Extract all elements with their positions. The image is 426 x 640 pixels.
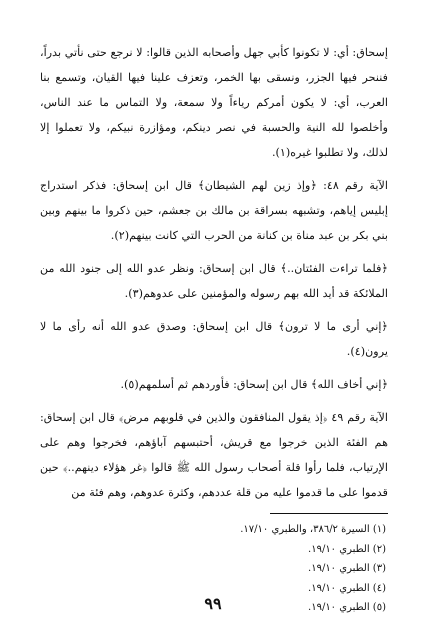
paragraph-1: إسحاق: أي: لا تكونوا كأبي جهل وأصحابه الذين قالوا: لا نرجع حتى نأتي بدراً، فننحر فيها الجزر، ونسقى بها الخمر، وتعزف علينا فيها القيان، وتسمع بنا العرب، أي: لا يكون أمركم رياءاً ولا سمعة، ولا التماس ما عند الناس، وأخلصوا لله النية والحسبة في نصر دينكم، ومؤازرة نبيكم، ولا تعملوا إلا لذلك، ولا تطلبوا غيره(١). <box>40 46 388 159</box>
footnote-1: (١) السيرة ٣٨٦/٢، والطبري ١٧/١٠. <box>240 524 386 535</box>
paragraph-two-armies: ﴿فلما تراءت الفئتان..﴾ قال ابن إسحاق: ونظر عدو الله إلى جنود الله من الملائكة قد أيد الله بهم رسوله والمؤمنين على عدوهم(٣). <box>40 262 388 300</box>
footnote-4: (٤) الطبري ١٩/١٠. <box>308 582 386 594</box>
page-number: ٩٩ <box>204 594 222 613</box>
footnote-5: (٥) الطبري ١٩/١٠. <box>308 602 386 613</box>
footnote-3: (٣) الطبري ١٩/١٠. <box>308 563 386 574</box>
footnote-divider <box>270 513 388 514</box>
paragraph-verse-49: الآية رقم ٤٩ ﴿إذ يقول المنافقون والذين في قلوبهم مرض﴾ قال ابن إسحاق: هم الفئة الذين خرجوا مع قريش، أحتبسهم آباؤهم، فخرجوا وهم على الإرتياب، فلما رأوا قلة أصحاب رسول الله ﷺ قالوا ﴿غر هؤلاء دينهم..﴾ حين قدموا على ما قدموا عليه من قلة عددهم، وكثرة عدوهم، وهم فئة من <box>40 411 388 499</box>
paragraph-verse-48: الآية رقم ٤٨: ﴿وإذ زين لهم الشيطان﴾ قال ابن إسحاق: فذكر استدراج إبليس إياهم، وتشبهه بسراقة بن مالك بن جعشم، حين ذكروا ما بينهم وبين بني بكر بن عبد مناة بن كنانة من الحرب التي كانت بينهم(٢). <box>40 179 388 242</box>
paragraph-i-fear: ﴿إني أخاف الله﴾ قال ابن إسحاق: فأوردهم ثم أسلمهم(٥). <box>120 378 388 391</box>
paragraph-i-see: ﴿إني أرى ما لا ترون﴾ قال ابن إسحاق: وصدق عدو الله أنه رأى ما لا يرون(٤). <box>40 320 388 358</box>
footnote-2: (٢) الطبري ١٩/١٠. <box>308 543 386 555</box>
